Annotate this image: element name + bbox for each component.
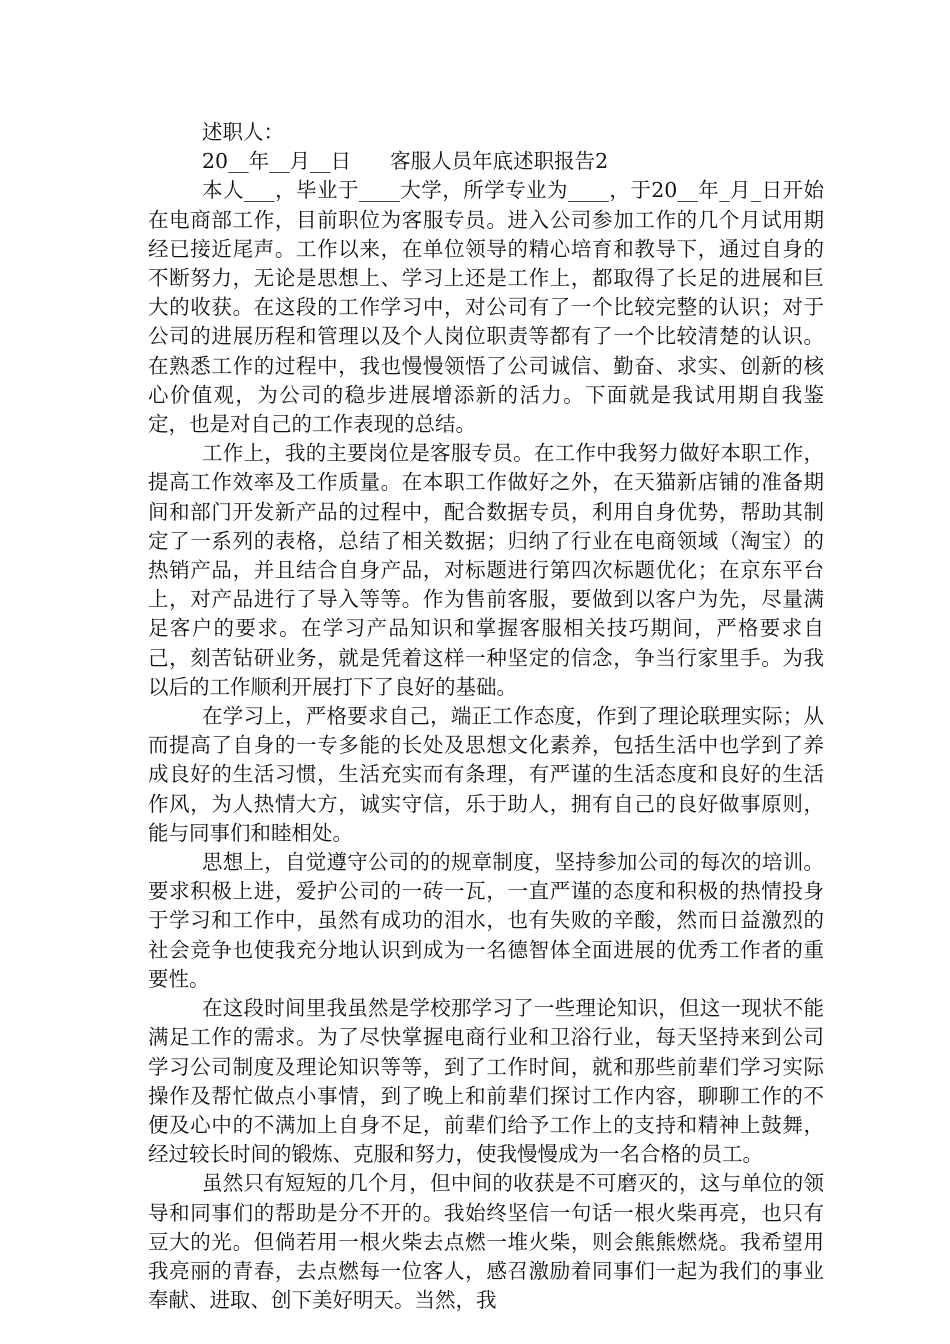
- document-body: [148, 118, 824, 1315]
- paragraph-study: 在学习上，严格要求自己，端正工作态度，作到了理论联理实际；从而提高了自身的一专多能的长处及思想文化素养，包括生活中也学到了养成良好的生活习惯，生活充实而有条理，有严谨的生活态度和良好的生活作风，为人热情大方，诚实守信，乐于助人，拥有自己的良好做事原则，能与同事们和睦相处。: [148, 704, 824, 845]
- signer-line: 述职人：: [202, 120, 284, 144]
- paragraph-learning-period: 在这段时间里我虽然是学校那学习了一些理论知识，但这一现状不能满足工作的需求。为了尽快掌握电商行业和卫浴行业，每天坚持来到公司学习公司制度及理论知识等等，到了工作时间，就和那些前辈们学习实际操作及帮忙做点小事情，到了晚上和前辈们探讨工作内容，聊聊工作的不便及心中的不满加上自身不足，前辈们给予工作上的支持和精神上鼓舞，经过较长时间的锻炼、克服和努力，使我慢慢成为一名合格的员工。: [148, 996, 824, 1167]
- paragraph-closing: 虽然只有短短的几个月，但中间的收获是不可磨灭的，这与单位的领导和同事们的帮助是分不开的。我始终坚信一句话一根火柴再亮，也只有豆大的光。但倘若用一根火柴去点燃一堆火柴，则会熊熊燃烧。我希望用我亮丽的青春，去点燃每一位客人，感召激励着同事们一起为我们的事业奉献、进取、创下美好明天。当然，我: [148, 1171, 824, 1313]
- paragraph-thought: 思想上，自觉遵守公司的的规章制度，坚持参加公司的每次的培训。要求积极上进，爱护公司的一砖一瓦，一直严谨的态度和积极的热情投身于学习和工作中，虽然有成功的泪水，也有失败的辛酸，然而日益激烈的社会竞争也使我充分地认识到成为一名德智体全面进展的优秀工作者的重要性。: [148, 850, 824, 991]
- paragraph-intro: 本人___，毕业于____大学，所学专业为____，于20__年_月_日开始在电商部工作，目前职位为客服专员。进入公司参加工作的几个月试用期经已接近尾声。工作以来，在单位领导的精心培育和教导下，通过自身的不断努力，无论是思想上、学习上还是工作上，都取得了长足的进展和巨大的收获。在这段的工作学习中，对公司有了一个比较完整的认识；对于公司的进展历程和管理以及个人岗位职责等都有了一个比较清楚的认识。在熟悉工作的过程中，我也慢慢领悟了公司诚信、勤奋、求实、创新的核心价值观，为公司的稳步进展增添新的活力。下面就是我试用期自我鉴定，也是对自己的工作表现的总结。: [148, 178, 824, 437]
- paragraph-work: 工作上，我的主要岗位是客服专员。在工作中我努力做好本职工作，提高工作效率及工作质量。在本职工作做好之外，在天猫新店铺的准备期间和部门开发新产品的过程中，配合数据专员，利用自身优势，帮助其制定了一系列的表格，总结了相关数据；归纳了行业在电商领域（淘宝）的热销产品，并且结合自身产品，对标题进行第四次标题优化；在京东平台上，对产品进行了导入等等。作为售前客服，要做到以客户为先，尽量满足客户的要求。在学习产品知识和掌握客服相关技巧期间，严格要求自己，刻苦钻研业务，就是凭着这样一种坚定的信念，争当行家里手。为我以后的工作顺利开展打下了良好的基础。: [148, 441, 824, 699]
- date-and-title-line: 20__年__月__日 客服人员年底述职报告2: [202, 149, 609, 174]
